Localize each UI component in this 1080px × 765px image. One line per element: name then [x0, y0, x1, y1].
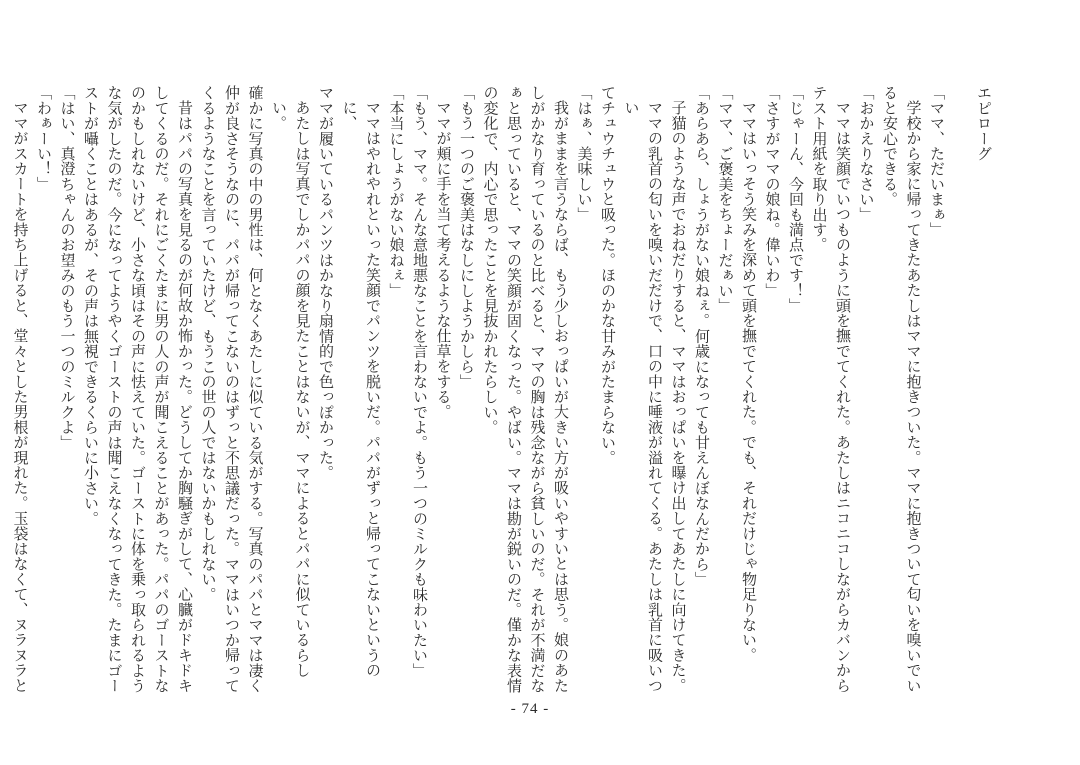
text-line: 学校から家に帰ってきたあたしはママに抱きついた。ママに抱きついて匂いを嗅いでい	[904, 100, 921, 693]
text-line: 我がままを言うならば、もう少しおっぱいが大きい方が吸いやすいとは思う。娘のあた	[552, 100, 568, 693]
text-line: しがかなり育っているのと比べると、ママの胸は残念ながら貧しいのだ。それが不満だな	[528, 85, 545, 693]
text-line: な気がしたのだ。今になってようやくゴーストの声は聞こえなくなってきた。たまにゴー	[105, 85, 122, 693]
text-line: 昔はパパの写真を見るのが何故か怖かった。どうしてか胸騒ぎがして、心臓がドキドキ	[176, 100, 192, 693]
text-line: のかもしれないけど、小さな頃はその声に怯えていた。ゴーストに体を乗っ取られるよう	[129, 85, 145, 693]
text-line: てチュウチュウと吸った。ほのかな甘みがたまらない。	[599, 85, 615, 465]
text-line: してくるのだ。それにごくたまに男の人の声が聞こえることがあった。パパのゴーストな	[152, 85, 169, 693]
text-line: ママはやれやれといった笑顔でパンツを脱いだ。パパがずっと帰ってこないというのに、	[340, 100, 380, 678]
text-line: 「はぁ、美味しい」	[575, 85, 592, 222]
vertical-text-block	[7, 85, 994, 707]
text-line: 「おかえりなさい」	[857, 85, 874, 222]
text-line: ぁと思っていると、ママの笑顔が固くなった。やばい。ママは勘が鋭いのだ。僅かな表情	[505, 85, 521, 693]
text-line: 確かに写真の中の男性は、何となくあたしに似ている気がする。写真のパパとママは凄く	[246, 85, 263, 693]
text-line: 「わぁーい！」	[35, 85, 51, 192]
text-line: 「さすがママの娘ね。偉いわ」	[763, 85, 780, 298]
text-line: ママはいっそう笑みを深めて頭を撫でてくれた。でも、それだけじゃ物足りない。	[740, 100, 756, 663]
text-line: 「じゃーん、今回も満点です！」	[787, 85, 803, 313]
text-line: ると安心できる。	[881, 85, 897, 207]
chapter-title: エピローグ	[975, 85, 991, 161]
text-line: 「本当にしょうがない娘ねぇ」	[387, 85, 404, 298]
text-line: 「あらあら、しょうがない娘ねぇ。何歳になっても甘えんぼなんだから」	[693, 85, 709, 587]
text-line: 「ママ、ただいまぁ」	[928, 85, 944, 237]
text-line: の変化で、内心で思ったことを見抜かれたらしい。	[481, 85, 498, 435]
text-line: 仲が良さそうなのに、パパが帰ってこないのはずっと不思議だった。ママはいつか帰って	[223, 85, 239, 693]
text-line: ママが頬に手を当て考えるような仕草をする。	[434, 100, 451, 420]
text-line: 「はい、真澄ちゃんのお望みのもう一つのミルクよ」	[58, 85, 75, 450]
text-line: ママがスカートを持ち上げると、堂々とした男根が現れた。玉袋はなくて、ヌラヌラと	[11, 100, 28, 693]
text-line: くるようなことを言っていたけど、もうこの世の人ではないかもしれない。	[199, 85, 216, 602]
text-line: 「もう一つのご褒美はなしにしようかしら」	[458, 85, 474, 389]
text-line: ストが囁くことはあるが、その声は無視できるくらいに小さい。	[82, 85, 98, 526]
text-line: 「もう、ママ。そんな意地悪なことを言わないでよ。もう一つのミルクも味わいたい」	[411, 85, 427, 678]
text-line: 子猫のような声でおねだりすると、ママはおっぱいを曝け出してあたしに向けてきた。	[669, 100, 686, 693]
text-line: 「ママ、ご褒美をちょーだぁい」	[716, 85, 733, 313]
text-line: ママが履いているパンツはかなり扇情的で色っぽかった。	[317, 85, 333, 481]
page-number: - 74 -	[510, 701, 550, 717]
text-line: あたしは写真でしかパパの顔を見たことはないが、ママによるとパパに似ているらしい。	[270, 100, 310, 678]
text-line: ママの乳首の匂いを嗅いだだけで、口の中に唾液が溢れてくる。あたしは乳首に吸いつい	[622, 100, 662, 693]
text-line: テスト用紙を取り出す。	[810, 85, 827, 253]
text-line: ママは笑顔でいつものように頭を撫でてくれた。あたしはニコニコしながらカバンから	[834, 100, 850, 693]
